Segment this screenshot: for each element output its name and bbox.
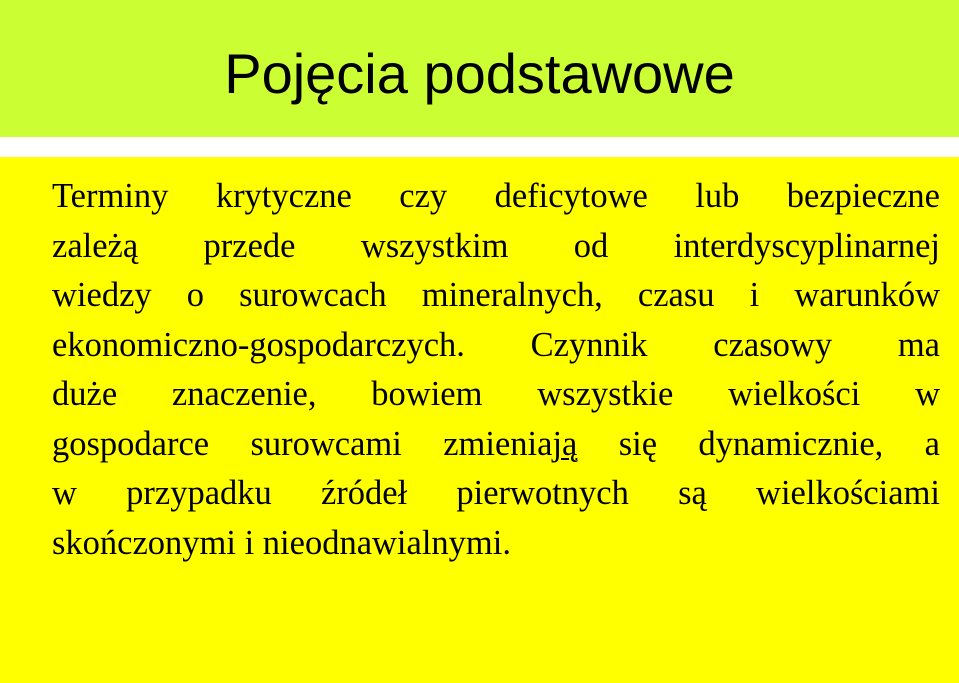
body-line-2: zależą przede wszystkim od interdyscyplinarnej — [52, 226, 940, 265]
body-line-5: duże znaczenie, bowiem wszystkie wielkości w — [52, 375, 940, 413]
body-line-6-before: gospodarce surowcami zmienia — [52, 424, 553, 463]
body-line-1: Terminy krytyczne czy deficytowe lub bezpieczne — [52, 177, 940, 215]
body-line-6-underlined: ją — [552, 424, 578, 463]
body-line-4: ekonomiczno-gospodarczych. Czynnik czasowy ma — [52, 325, 940, 364]
body-line-7: w przypadku źródeł pierwotnych są wielkościami — [52, 474, 940, 512]
slide-title: Pojęcia podstawowe — [224, 42, 735, 105]
body-line-6-after: się dynamicznie, a — [577, 424, 940, 463]
body-paragraph — [52, 172, 940, 568]
body-line-6 — [52, 420, 940, 470]
body-line-8: skończonymi i nieodnawialnymi. — [52, 523, 511, 562]
body-line-3: wiedzy o surowcach mineralnych, czasu i warunków — [52, 276, 940, 314]
